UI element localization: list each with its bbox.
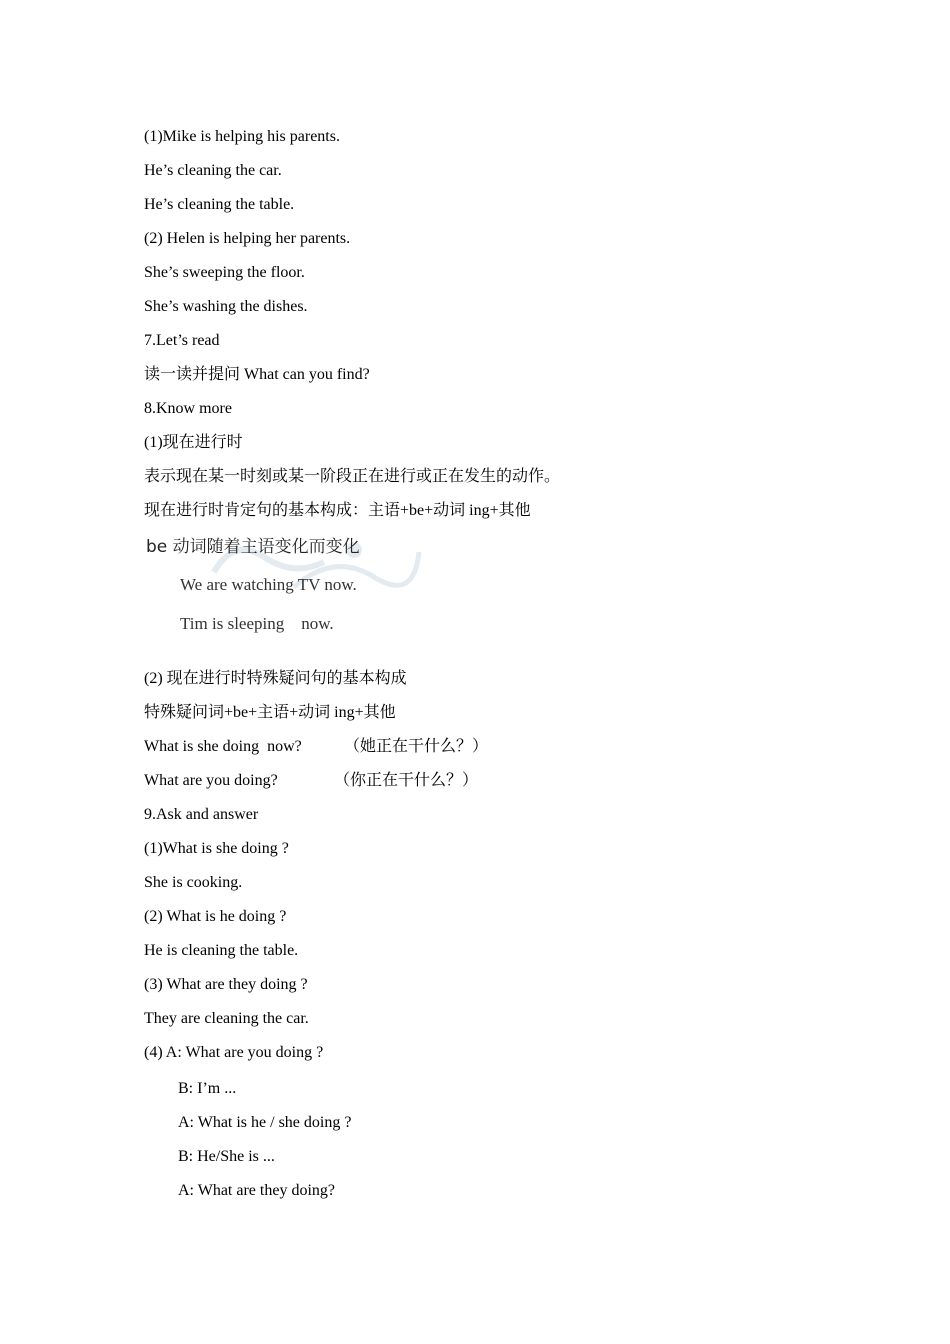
figure-example-line: We are watching TV now. bbox=[180, 575, 357, 594]
text-line: She is cooking. bbox=[144, 874, 243, 891]
dialog-line: B: He/She is ... bbox=[178, 1148, 275, 1165]
text-line: He’s cleaning the car. bbox=[144, 162, 282, 179]
section-heading: 9.Ask and answer bbox=[144, 806, 259, 823]
dialog-line: A: What is he / she doing ? bbox=[178, 1114, 352, 1131]
figure-example-line: Tim is sleeping now. bbox=[180, 614, 334, 633]
text-line: What is she doing now? bbox=[144, 738, 302, 755]
translation-note: （你正在干什么？） bbox=[334, 772, 479, 789]
example-figure bbox=[144, 530, 424, 646]
text-line: They are cleaning the car. bbox=[144, 1010, 309, 1027]
text-line: (1)What is she doing ? bbox=[144, 840, 289, 857]
section-heading: 7.Let’s read bbox=[144, 332, 220, 349]
text-line: (4) A: What are you doing ? bbox=[144, 1044, 324, 1061]
text-line: 表示现在某一时刻或某一阶段正在进行或正在发生的动作。 bbox=[144, 468, 561, 485]
text-line: (2) Helen is helping her parents. bbox=[144, 230, 351, 247]
text-line: 读一读并提问 What can you find? bbox=[144, 366, 370, 383]
text-line: He’s cleaning the table. bbox=[144, 196, 295, 213]
text-line: She’s washing the dishes. bbox=[144, 298, 308, 315]
figure-title: be 动词随着主语变化而变化 bbox=[146, 537, 360, 557]
text-line: What are you doing? bbox=[144, 772, 278, 789]
text-line: (3) What are they doing ? bbox=[144, 976, 308, 993]
text-line: 特殊疑问词+be+主语+动词 ing+其他 bbox=[144, 704, 396, 721]
text-line: 现在进行时肯定句的基本构成：主语+be+动词 ing+其他 bbox=[144, 502, 531, 519]
section-heading: 8.Know more bbox=[144, 400, 232, 417]
dialog-line: B: I’m ... bbox=[178, 1080, 237, 1097]
text-line: (1)Mike is helping his parents. bbox=[144, 128, 340, 145]
text-line: (1)现在进行时 bbox=[144, 434, 243, 451]
text-line: He is cleaning the table. bbox=[144, 942, 299, 959]
text-line: (2) 现在进行时特殊疑问句的基本构成 bbox=[144, 670, 407, 687]
dialog-line: A: What are they doing? bbox=[178, 1182, 335, 1199]
text-line: (2) What is he doing ? bbox=[144, 908, 287, 925]
text-line: She’s sweeping the floor. bbox=[144, 264, 305, 281]
translation-note: （她正在干什么？） bbox=[344, 738, 489, 755]
